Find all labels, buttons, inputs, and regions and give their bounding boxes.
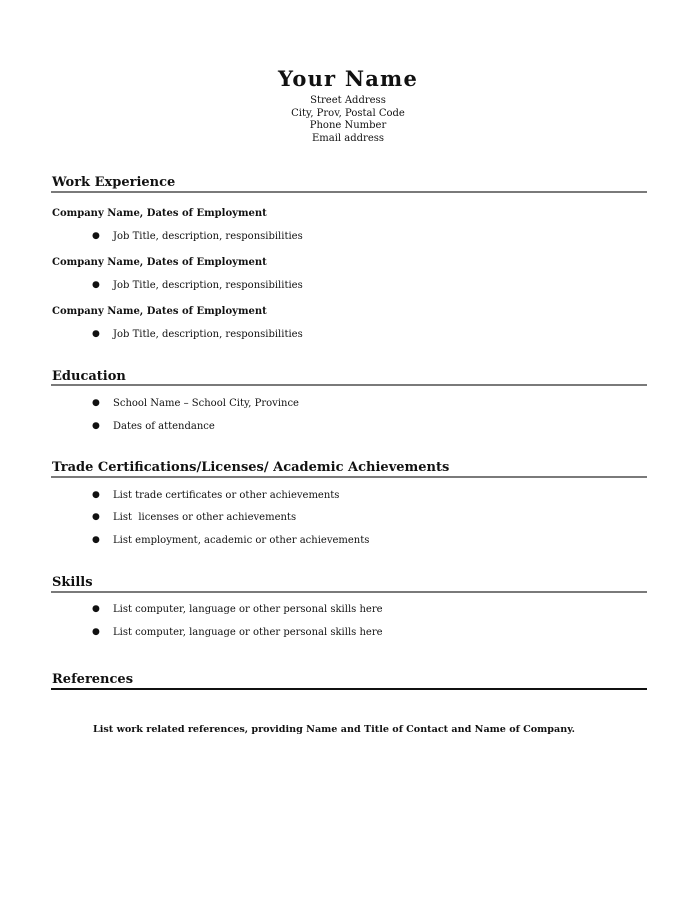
street-address: Street Address — [310, 95, 386, 106]
resume-header — [0, 66, 696, 146]
list-item — [92, 603, 612, 617]
section-divider — [51, 688, 647, 690]
section-divider — [51, 476, 647, 478]
list-item — [92, 626, 612, 640]
city-prov-postal: City, Prov, Postal Code — [291, 107, 405, 119]
job-entry-company: Company Name, Dates of Employment — [52, 208, 267, 219]
list-item-text: Dates of attendance — [113, 421, 215, 432]
references-text: List work related references, providing Name and Title of Contact and Name of Company. — [93, 724, 576, 735]
section-title-work-experience: Work Experience — [52, 175, 176, 190]
list-item — [92, 489, 612, 503]
list-item-text: List employment, academic or other achievements — [113, 535, 370, 546]
job-entry-company: Company Name, Dates of Employment — [52, 306, 267, 317]
list-item-text: List computer, language or other personal skills here — [113, 627, 383, 638]
bullet-icon: ● — [92, 604, 100, 614]
list-item — [92, 534, 612, 548]
list-item — [92, 328, 612, 342]
name-heading: Your Name — [278, 66, 418, 91]
list-item — [92, 397, 612, 411]
bullet-icon: ● — [92, 329, 100, 339]
section-title-education: Education — [52, 369, 126, 384]
phone-number: Phone Number — [309, 120, 387, 132]
bullet-icon: ● — [92, 512, 100, 522]
list-item — [92, 230, 612, 244]
section-divider — [51, 191, 647, 193]
list-item-text: List trade certificates or other achievements — [113, 490, 340, 501]
job-entry-company: Company Name, Dates of Employment — [52, 257, 267, 268]
bullet-icon: ● — [92, 490, 100, 500]
email-address: Email address — [311, 133, 385, 145]
list-item — [92, 511, 612, 525]
list-item-text: List licenses or other achievements — [113, 512, 297, 523]
section-title-certifications: Trade Certifications/Licenses/ Academic Achievements — [52, 460, 450, 475]
bullet-icon: ● — [92, 280, 100, 290]
section-divider — [51, 591, 647, 593]
list-item — [92, 420, 612, 434]
list-item — [92, 279, 612, 293]
bullet-icon: ● — [92, 231, 100, 241]
bullet-icon: ● — [92, 421, 100, 431]
bullet-icon: ● — [92, 535, 100, 545]
list-item-text: Job Title, description, responsibilities — [113, 329, 303, 340]
bullet-icon: ● — [92, 627, 100, 637]
section-title-references: References — [52, 672, 134, 687]
contact-block — [0, 95, 696, 146]
list-item-text: School Name – School City, Province — [113, 398, 299, 409]
list-item-text: Job Title, description, responsibilities — [113, 280, 303, 291]
section-divider — [51, 384, 647, 386]
list-item-text: Job Title, description, responsibilities — [113, 231, 303, 242]
bullet-icon: ● — [92, 398, 100, 408]
section-title-skills: Skills — [52, 575, 93, 590]
list-item-text: List computer, language or other personal skills here — [113, 604, 383, 615]
